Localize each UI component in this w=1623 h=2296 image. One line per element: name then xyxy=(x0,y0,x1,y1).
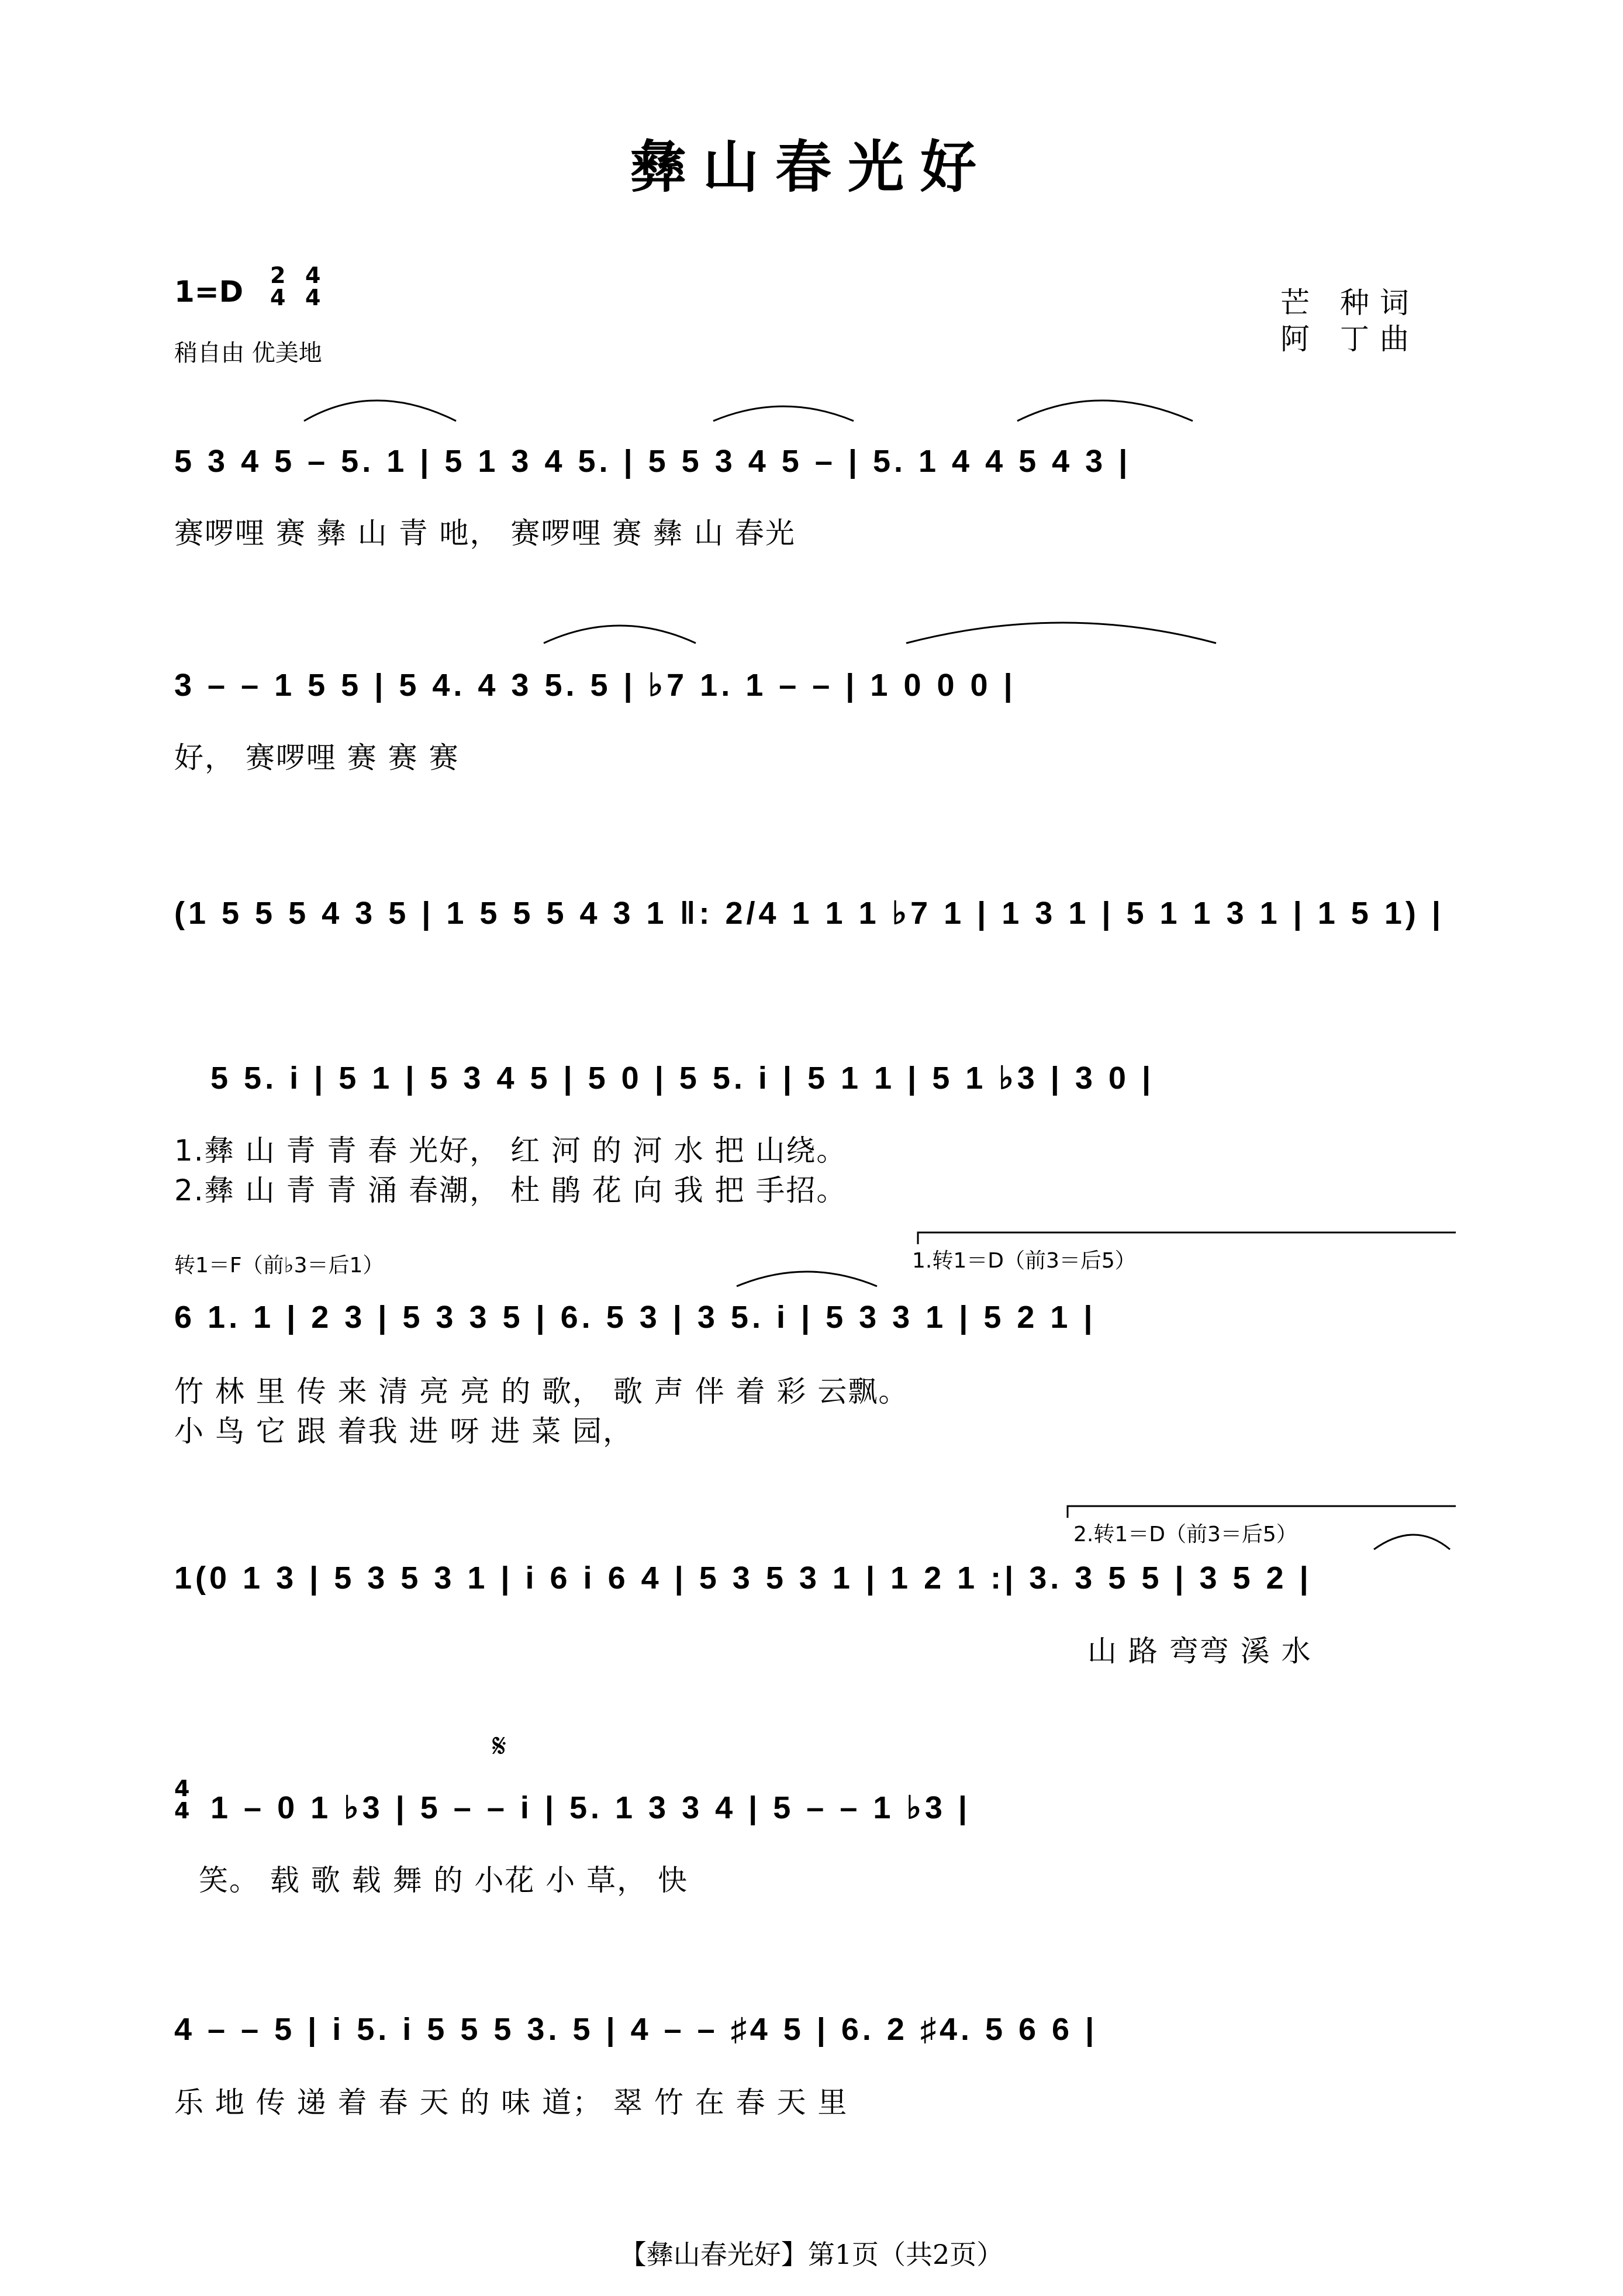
system-2-notes: 3 – – 1 5 5 | 5 4. 4 3 5. 5 | ♭7 1. 1 – – | 1 0 0 0 | xyxy=(174,668,1016,703)
system-4-notes: 5 5. i | 5 1 | 5 3 4 5 | 5 0 | 5 5. i | 5 1 1 | 5 1 ♭3 | 3 0 | xyxy=(210,1061,1155,1096)
time-signature-1: 2 4 xyxy=(270,263,286,310)
slur-4 xyxy=(544,626,696,643)
modulation-to-f: 转1＝F（前♭3＝后1） xyxy=(174,1254,384,1278)
slur-3 xyxy=(1017,400,1193,421)
slur-2 xyxy=(713,406,854,421)
slur-6 xyxy=(737,1272,877,1286)
system-5-lyrics-verse-1: 竹 林 里 传 来 清 亮 亮 的 歌， 歌 声 伴 着 彩 云飘。 xyxy=(174,1375,909,1408)
system-1-lyrics: 赛啰哩 赛 彝 山 青 吔， 赛啰哩 赛 彝 山 春光 xyxy=(174,516,796,550)
system-4-lyrics-verse-2: 2.彝 山 青 青 涌 春潮， 杜 鹃 花 向 我 把 手招。 xyxy=(174,1173,847,1207)
system-3-notes: (1 5 5 5 4 3 5 | 1 5 5 5 4 3 1 ‖: 2/4 1 1 1 ♭7 1 | 1 3 1 | 5 1 1 3 1 | 1 5 1) | xyxy=(174,896,1444,931)
system-7-lyrics: 笑。 载 歌 载 舞 的 小花 小 草， 快 xyxy=(199,1863,689,1897)
time-signature-change: 4 4 xyxy=(174,1776,190,1824)
page-footer: 【彝山春光好】第1页（共2页） xyxy=(619,2239,1004,2270)
first-ending-bracket xyxy=(918,1232,1456,1244)
tempo-marking: 稍自由 优美地 xyxy=(174,340,322,367)
system-1-notes: 5 3 4 5 – 5. 1 | 5 1 3 4 5. | 5 5 3 4 5 – | 5. 1 4 4 5 4 3 | xyxy=(174,444,1131,479)
lyricist-credit: 芒 种词 xyxy=(1280,286,1420,320)
time-signature-2: 4 4 xyxy=(305,263,321,310)
system-2-lyrics: 好， 赛啰哩 赛 赛 赛 xyxy=(174,741,460,775)
slur-5 xyxy=(906,623,1216,643)
slur-7 xyxy=(1374,1535,1450,1549)
system-6-notes: 1(0 1 3 | 5 3 5 3 1 | i 6 i 6 4 | 5 3 5 3 1 | 1 2 1 :| 3. 3 5 5 | 3 5 2 | xyxy=(174,1560,1312,1596)
system-5-lyrics-verse-2: 小 鸟 它 跟 着我 进 呀 进 菜 园， xyxy=(174,1414,634,1448)
key-signature: 1=D xyxy=(174,275,244,309)
second-ending-modulation: 2.转1＝D（前3＝后5） xyxy=(1073,1522,1297,1546)
system-7-notes: 1 – 0 1 ♭3 | 5 – – i | 5. 1 3 3 4 | 5 – – 1 ♭3 | xyxy=(210,1790,971,1825)
system-5-notes: 6 1. 1 | 2 3 | 5 3 3 5 | 6. 5 3 | 3 5. i | 5 3 3 1 | 5 2 1 | xyxy=(174,1300,1096,1335)
song-title: 彝山春光好 xyxy=(630,134,993,200)
system-4-lyrics-verse-1: 1.彝 山 青 青 春 光好， 红 河 的 河 水 把 山绕。 xyxy=(174,1134,847,1168)
system-6-lyrics: 山 路 弯弯 溪 水 xyxy=(1087,1634,1312,1668)
slur-1 xyxy=(304,400,456,421)
second-ending-bracket xyxy=(1068,1506,1456,1518)
segno-sign: 𝄋 xyxy=(492,1727,507,1765)
composer-credit: 阿 丁曲 xyxy=(1280,322,1420,356)
first-ending-modulation: 1.转1＝D（前3＝后5） xyxy=(912,1249,1136,1273)
system-8-lyrics: 乐 地 传 递 着 春 天 的 味 道； 翠 竹 在 春 天 里 xyxy=(174,2086,848,2119)
system-8-notes: 4 – – 5 | i 5. i 5 5 5 3. 5 | 4 – – ♯4 5 | 6. 2 ♯4. 5 6 6 | xyxy=(174,2012,1098,2047)
